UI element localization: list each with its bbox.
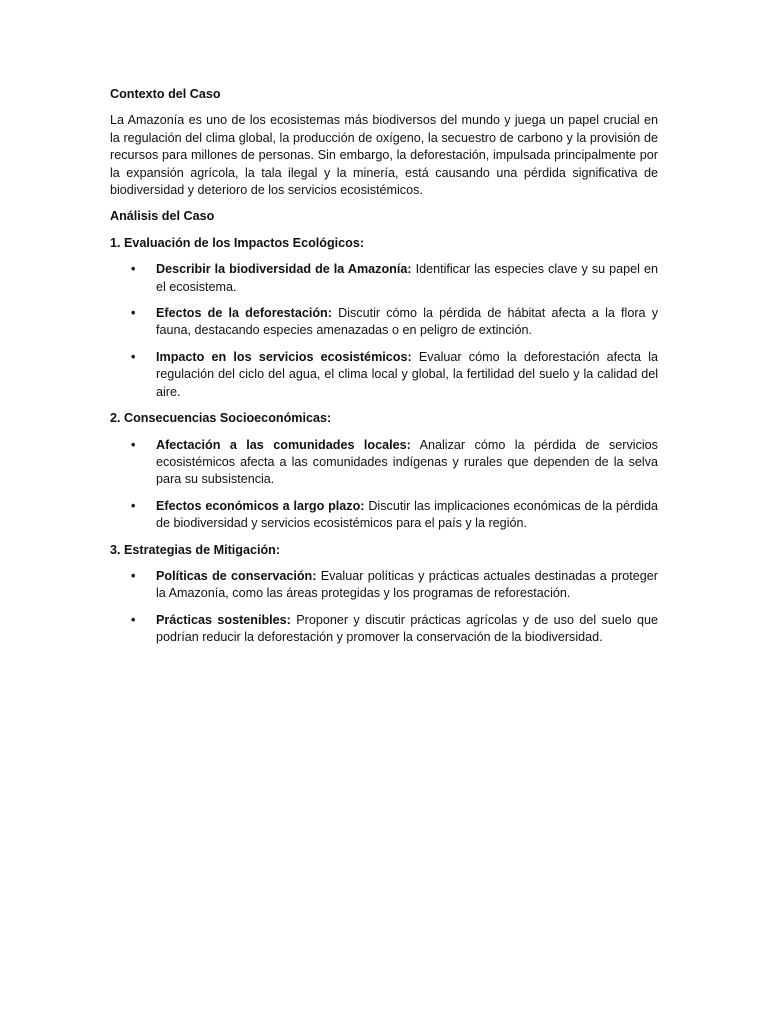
bullet-icon: • <box>131 568 136 583</box>
section-heading-socioeconomic: 2. Consecuencias Socioeconómicas: <box>110 411 332 426</box>
bullet-icon: • <box>131 437 136 452</box>
section-heading-mitigation: 3. Estrategias de Mitigación: <box>110 542 281 557</box>
list-item <box>110 305 658 340</box>
list-item <box>110 498 658 533</box>
section-heading-ecological-impacts: 1. Evaluación de los Impactos Ecológicos: <box>110 235 365 250</box>
list-item-term: Efectos económicos a largo plazo: <box>156 498 365 513</box>
list-item-text: Evaluar cómo la deforestación afecta la regulación del ciclo del agua, el clima local y global, la fertilidad del suelo y la calidad del aire. <box>156 349 658 399</box>
list-item-term: Prácticas sostenibles: <box>156 612 291 627</box>
context-heading: Contexto del Caso <box>110 87 221 101</box>
bullet-list-socioeconomic <box>110 437 658 533</box>
list-item-term: Describir la biodiversidad de la Amazonía: <box>156 262 412 277</box>
bullet-icon: • <box>131 498 136 513</box>
list-item-text: Evaluar políticas y prácticas actuales destinadas a proteger la Amazonía, como las áreas protegidas y los programas de reforestación. <box>156 568 658 601</box>
bullet-icon: • <box>131 306 136 321</box>
bullet-icon: • <box>131 262 136 277</box>
list-item-text: Analizar cómo la pérdida de servicios ecosistémicos afecta a las comunidades indígenas y rurales que dependen de la selva para su subsistencia. <box>156 437 658 487</box>
list-item <box>110 261 658 296</box>
bullet-icon: • <box>131 349 136 364</box>
list-item-term: Políticas de conservación: <box>156 568 317 583</box>
bullet-list-mitigation <box>110 568 658 647</box>
list-item-term: Efectos de la deforestación: <box>156 306 332 321</box>
list-item-text: Discutir las implicaciones económicas de la pérdida de biodiversidad y servicios ecosistémicos para el país y la región. <box>156 498 659 531</box>
list-item <box>110 612 658 647</box>
context-paragraph: La Amazonía es uno de los ecosistemas más biodiversos del mundo y juega un papel crucial en la regulación del clima global, la producción de oxígeno, la secuestro de carbono y la provisión de recursos para millones de personas. Sin embargo, la deforestación, impulsada principalmente por la expansión agrícola, la tala ilegal y la minería, está causando una pérdida significativa de biodiversidad y deterioro de los servicios ecosistémicos. <box>110 113 658 198</box>
bullet-icon: • <box>131 612 136 627</box>
list-item-text: Discutir cómo la pérdida de hábitat afecta a la flora y fauna, destacando especies amenazadas o en peligro de extinción. <box>156 306 659 338</box>
list-item-term: Impacto en los servicios ecosistémicos: <box>156 349 412 364</box>
list-item-text: Identificar las especies clave y su papel en el ecosistema. <box>156 262 659 294</box>
list-item <box>110 568 658 603</box>
list-item <box>110 437 658 489</box>
bullet-list-ecological-impacts <box>110 261 658 401</box>
list-item-text: Proponer y discutir prácticas agrícolas y de uso del suelo que podrían reducir la deforestación y promover la conservación de la biodiversidad. <box>156 612 659 645</box>
list-item-term: Afectación a las comunidades locales: <box>156 437 411 452</box>
list-item <box>110 349 658 401</box>
analysis-heading: Análisis del Caso <box>110 209 215 224</box>
